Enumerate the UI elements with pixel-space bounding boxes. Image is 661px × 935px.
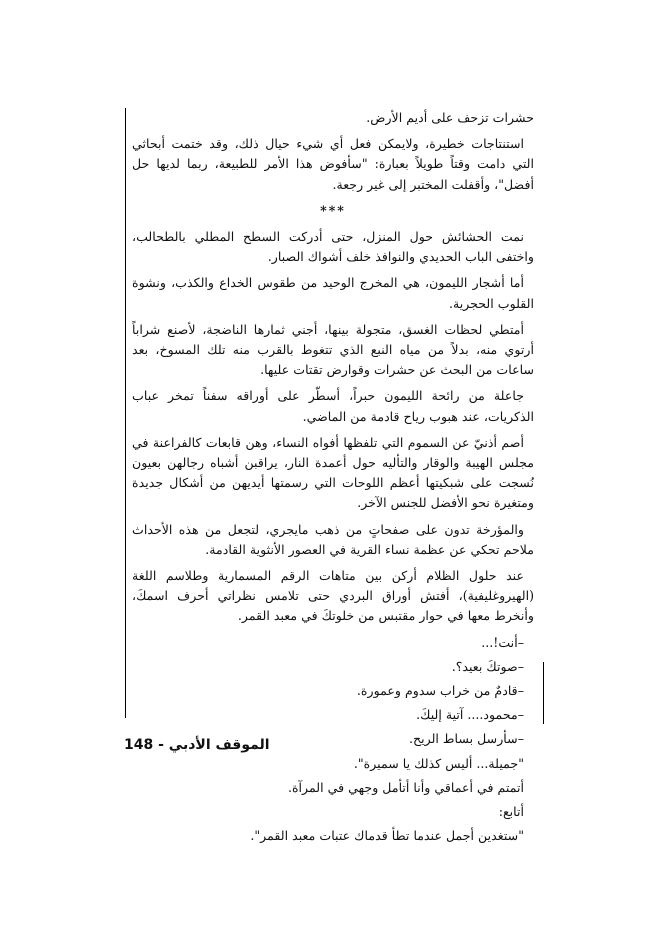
page-footer: الموقف الأدبي - 148 <box>124 737 270 753</box>
paragraph: أصم أذنيّ عن السموم التي تلفظها أفواه النساء، وهن قابعات كالفراعنة في مجلس الهيبة والوقار والتأليه حول أعمدة النار، يراقبن أشباه رجالهن بعيون نُسجت على شبكيتها أعظم اللوحات التي رسمتها أيديهن من أشكال جديدة ومتغيرة نحو الأفضل للجنس الآخر. <box>132 434 534 511</box>
dialogue-line: –محمود.... آتية إليكَ. <box>416 707 524 723</box>
dialogue-line: "جميلة... أليس كذلك يا سميرة". <box>353 755 524 771</box>
paragraph: جاعلة من رائحة الليمون حبراً، أسطّر على أوراقه سفناً تمخر عباب الذكريات، عند هبوب رياح قادمة من الماضي. <box>132 388 534 424</box>
paragraph: استنتاجات خطيرة، ولايمكن فعل أي شيء حيال ذلك، وقد ختمت أبحاثي التي دامت وقتاً طويلاً بعبارة: "سأفوض هذا الأمر للطبيعة، ربما لديها حل أفضل"، وأقفلت المختبر إلى غير رجعة. <box>132 136 534 192</box>
dialogue-line: –قادمٌ من خراب سدوم وعمورة. <box>356 683 524 699</box>
paragraph: أمتطي لحظات الغسق، متجولة بينها، أجني ثمارها الناضجة، لأصنع شراباً أرتوي منه، بدلاً من مياه النبع الذي تتغوط بالقرب منه تلك المسوخ، بعد ساعات من البحث عن حشرات وقوارض تقتات عليها. <box>132 321 534 378</box>
section-separator: *** <box>320 202 346 218</box>
paragraph: حشرات تزحف على أديم الأرض. <box>366 110 534 125</box>
closing-line: "ستغدين أجمل عندما تطأ قدماك عتبات معبد القمر". <box>250 828 524 844</box>
paragraph: والمؤرخة تدون على صفحاتٍ من ذهب مايجري، لتجعل من هذه الأحداث ملاحم تحكي عن عظمة نساء القرية في العصور الأنثوية القادمة. <box>132 521 534 557</box>
paragraph: نمت الحشائش حول المنزل، حتى أدركت السطح المطلي بالطحالب، واختفى الباب الحديدي والنوافذ خلف أشواك الصبار. <box>132 229 534 265</box>
dialogue-line: –أنت!... <box>481 634 524 650</box>
right-margin-rule <box>543 662 544 724</box>
paragraph: أما أشجار الليمون، هي المخرج الوحيد من طقوس الخداع والكذب، ونشوة القلوب الحجرية. <box>132 275 534 311</box>
dialogue-line: –سأرسل بساط الريح. <box>408 731 524 747</box>
paragraph: عند حلول الظلام أركن بين متاهات الرقم المسمارية وطلاسم اللغة (الهيروغليفية)، أفتش أوراق البردي حتى تلامس نظراتي أحرف اسمكَ، وأنخرط معها في حوار مقتبس من خلوتكَ في معبد القمر. <box>132 568 534 624</box>
closing-line: أتمتم في أعماقي وأنا أتأمل وجهي في المرآة. <box>287 779 524 795</box>
closing-line: أتابع: <box>498 804 524 820</box>
dialogue-line: –صوتكَ بعيد؟. <box>451 658 524 674</box>
left-margin-rule <box>125 108 126 718</box>
